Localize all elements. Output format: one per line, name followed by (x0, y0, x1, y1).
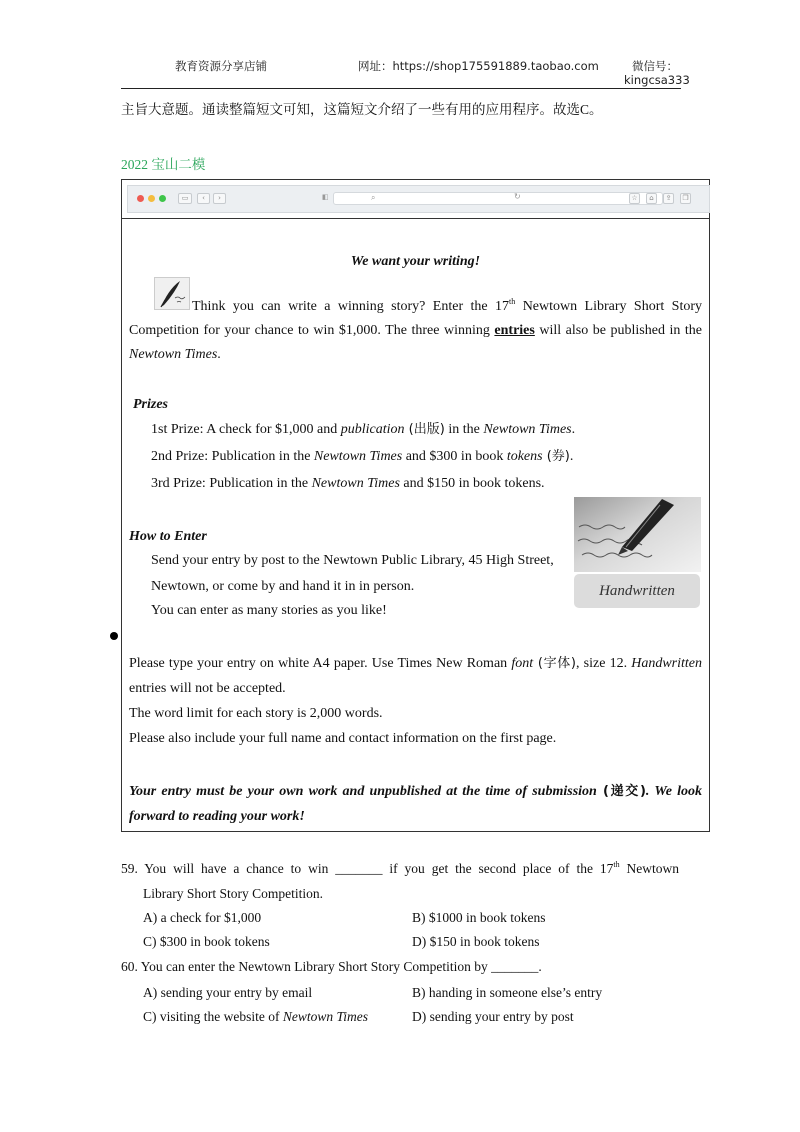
question-59-text: 59. You will have a chance to win _______ if you get the second place of the 17 (121, 861, 614, 876)
intro-line-2 (129, 319, 702, 343)
option-60-a[interactable]: A) sending your entry by email (143, 985, 313, 1000)
toolbar-divider (121, 218, 710, 219)
prize-3-end: and $150 in book tokens. (399, 476, 545, 491)
how-line-3: You can enter as many stories as you like! (151, 603, 387, 618)
question-59-stem-line-2: Library Short Story Competition. (143, 886, 323, 901)
prize-1-newspaper: Newtown Times (483, 422, 572, 437)
how-line-2: Newtown, or come by and hand it in in person. (151, 579, 415, 594)
minimize-window-dot[interactable] (148, 195, 155, 202)
section-name: 宝山二模 (151, 157, 206, 173)
newtown-times-title: Newtown Times (129, 347, 218, 362)
prize-1-in: in the (444, 422, 484, 437)
tokens-keyword: tokens (506, 449, 543, 464)
back-icon[interactable]: ‹ (197, 193, 210, 204)
option-59-c[interactable]: C) $300 in book tokens (143, 934, 270, 949)
intro-line-1 (192, 295, 702, 319)
header-wechat-id: kingcsa333 (624, 73, 690, 87)
prize-1-text: 1st Prize: A check for $1,000 and (151, 422, 341, 437)
rule-line-1 (129, 652, 702, 676)
header-url-label: 网址： (358, 59, 393, 73)
rule-contact-info: Please also include your full name and contact information on the first page. (129, 731, 557, 746)
zoom-window-dot[interactable] (159, 195, 166, 202)
question-59-stem (121, 857, 679, 881)
option-60-d[interactable]: D) sending your entry by post (412, 1009, 574, 1024)
star-icon[interactable]: ☆ (629, 193, 640, 204)
share-icon[interactable]: ⇪ (663, 193, 674, 204)
search-icon: ⌕ (371, 193, 376, 202)
prize-2-middle: and $300 in book (402, 449, 507, 464)
sidebar-icon[interactable]: ▭ (178, 193, 192, 204)
reload-icon[interactable]: ↻ (514, 192, 521, 201)
closing-text: Your entry must be your own work and unpublished at the time of submission (129, 784, 597, 799)
how-to-enter-heading: How to Enter (129, 529, 207, 544)
closing-line-2: forward to reading your work! (129, 809, 305, 824)
handwritten-keyword: Handwritten (631, 656, 703, 671)
header-shop-name: 教育资源分享店铺 (175, 59, 267, 73)
option-59-b[interactable]: B) $1000 in book tokens (412, 910, 546, 925)
question-60-stem: 60. You can enter the Newtown Library Short Story Competition by _______. (121, 959, 542, 974)
font-gloss: (字体) (533, 656, 576, 671)
header-url (358, 58, 599, 74)
explanation-text: 主旨大意题。通读整篇短文可知，这篇短文介绍了一些有用的应用程序。故选 (121, 102, 580, 118)
forward-icon[interactable]: › (213, 193, 226, 204)
answer-explanation (121, 98, 603, 118)
header-url-link[interactable]: https://shop175591889.taobao.com (392, 59, 599, 73)
handwritten-caption: Handwritten (574, 574, 700, 608)
intro-superscript: th (509, 297, 516, 306)
rule-word-limit: The word limit for each story is 2,000 words. (129, 706, 383, 721)
submission-gloss: (递交) (596, 784, 646, 799)
explanation-end: 。 (589, 102, 603, 118)
prize-2-text: 2nd Prize: Publication in the (151, 449, 314, 464)
question-59-superscript: th (613, 860, 620, 869)
article-title: We want your writing! (350, 254, 481, 269)
prize-3 (151, 472, 545, 496)
reader-icon[interactable]: ◧ (322, 193, 329, 201)
closing-look: . We look (645, 784, 702, 799)
intro-line-2-text: Competition for your chance to win $1,000. The three winning (129, 323, 495, 338)
prize-2-newspaper: Newtown Times (313, 449, 403, 464)
rule-1-text: Please type your entry on white A4 paper. Use Times New Roman (129, 656, 512, 671)
option-60-c[interactable] (143, 1005, 368, 1029)
tabs-icon[interactable]: ❐ (680, 193, 691, 204)
question-59-end: Newtown (619, 861, 679, 876)
tokens-gloss: (券) (542, 449, 570, 464)
handwriting-photo (574, 497, 701, 572)
entries-keyword: entries (494, 323, 535, 338)
quill-icon (154, 277, 190, 310)
prize-1-end: . (571, 422, 576, 437)
publication-keyword: publication (340, 422, 405, 437)
intro-line-2-end: will also be published in the (534, 323, 702, 338)
rule-1-size: , size 12. (576, 656, 632, 671)
publication-gloss: (出版) (404, 422, 445, 437)
browser-toolbar (127, 185, 710, 213)
section-title (121, 153, 205, 173)
intro-line-1-text: Think you can write a winning story? Enter the 17 (192, 299, 510, 314)
prizes-heading: Prizes (133, 397, 168, 412)
intro-line-3 (129, 343, 221, 367)
option-60-b[interactable]: B) handing in someone else’s entry (412, 985, 603, 1000)
home-icon[interactable]: ⌂ (646, 193, 657, 204)
close-window-dot[interactable] (137, 195, 144, 202)
prize-2-end: . (569, 449, 574, 464)
intro-period: . (217, 347, 221, 362)
prize-2 (151, 445, 573, 469)
closing-line-1 (129, 780, 702, 804)
option-60-c-text: C) visiting the website of (143, 1009, 283, 1024)
explanation-answer: C (580, 102, 590, 117)
option-59-a[interactable]: A) a check for $1,000 (143, 910, 262, 925)
option-60-c-newspaper: Newtown Times (282, 1009, 368, 1024)
option-59-d[interactable]: D) $150 in book tokens (412, 934, 540, 949)
prize-3-text: 3rd Prize: Publication in the (151, 476, 312, 491)
how-line-1: Send your entry by post to the Newtown Public Library, 45 High Street, (151, 553, 554, 568)
address-bar[interactable] (333, 192, 663, 205)
rule-line-2: entries will not be accepted. (129, 681, 286, 696)
header-rule (121, 88, 681, 89)
font-keyword: font (511, 656, 534, 671)
prize-3-newspaper: Newtown Times (311, 476, 400, 491)
intro-line-1-end: Newtown Library Short Story (515, 299, 703, 314)
prize-1 (151, 418, 575, 442)
section-year: 2022 (121, 157, 152, 172)
bullet-dot (110, 632, 118, 640)
header-wechat-label: 微信号： (632, 59, 678, 73)
